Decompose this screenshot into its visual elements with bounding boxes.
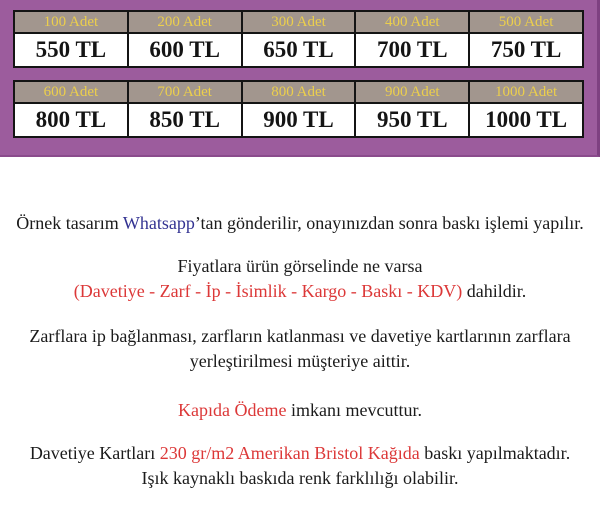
paper-quality-line2: Işık kaynaklı baskıda renk farklılığı olabilir. [141, 468, 459, 488]
note-paper-quality [0, 441, 600, 491]
whatsapp-text: Whatsapp [122, 213, 195, 233]
quantity-header: 500 Adet [469, 11, 583, 33]
quantity-header: 900 Adet [355, 81, 469, 103]
note-line [0, 254, 600, 279]
quantity-header: 100 Adet [14, 11, 128, 33]
price-cell: 600 TL [128, 33, 242, 67]
sample-design-prefix: Örnek tasarım [16, 213, 123, 233]
price-row [14, 103, 583, 137]
price-table-2 [13, 80, 584, 138]
note-sample-design [0, 211, 600, 236]
note-line [0, 211, 600, 236]
note-line [0, 466, 600, 491]
sample-design-suffix: ’tan gönderilir, onayınızdan sonra baskı işlemi yapılır. [194, 213, 584, 233]
price-cell: 800 TL [14, 103, 128, 137]
cash-on-delivery-suffix: imkanı mevcuttur. [286, 400, 422, 420]
note-price-includes [0, 254, 600, 304]
price-cell: 950 TL [355, 103, 469, 137]
note-line [0, 279, 600, 304]
note-line [0, 349, 600, 374]
paper-quality-prefix: Davetiye Kartları [29, 443, 160, 463]
quantity-header: 700 Adet [128, 81, 242, 103]
quantity-header: 1000 Adet [469, 81, 583, 103]
price-cell: 550 TL [14, 33, 128, 67]
price-cell: 750 TL [469, 33, 583, 67]
note-line [0, 324, 600, 349]
customer-responsibility-line2: yerleştirilmesi müşteriye aittir. [189, 351, 411, 371]
paper-quality-suffix: baskı yapılmaktadır. [419, 443, 571, 463]
note-cash-on-delivery [0, 398, 600, 423]
price-cell: 700 TL [355, 33, 469, 67]
price-table-1 [13, 10, 584, 68]
price-cell: 1000 TL [469, 103, 583, 137]
price-includes-line1: Fiyatlara ürün görselinde ne varsa [177, 256, 423, 276]
note-line [0, 398, 600, 423]
cash-on-delivery-text: Kapıda Ödeme [178, 400, 287, 420]
price-row [14, 33, 583, 67]
note-line [0, 441, 600, 466]
price-cell: 900 TL [242, 103, 356, 137]
quantity-header-row [14, 81, 583, 103]
price-cell: 650 TL [242, 33, 356, 67]
quantity-header-row [14, 11, 583, 33]
price-cell: 850 TL [128, 103, 242, 137]
info-notes [0, 157, 600, 491]
quantity-header: 200 Adet [128, 11, 242, 33]
paper-spec-text: 230 gr/m2 Amerikan Bristol Kağıda [159, 443, 420, 463]
quantity-header: 400 Adet [355, 11, 469, 33]
note-customer-responsibility [0, 324, 600, 374]
price-includes-suffix: dahildir. [462, 281, 527, 301]
customer-responsibility-line1: Zarflara ip bağlanması, zarfların katlanması ve davetiye kartlarının zarflara [29, 326, 571, 346]
quantity-header: 600 Adet [14, 81, 128, 103]
price-banner [0, 0, 600, 157]
included-items-text: (Davetiye - Zarf - İp - İsimlik - Kargo - Baskı - KDV) [73, 281, 463, 301]
quantity-header: 300 Adet [242, 11, 356, 33]
quantity-header: 800 Adet [242, 81, 356, 103]
